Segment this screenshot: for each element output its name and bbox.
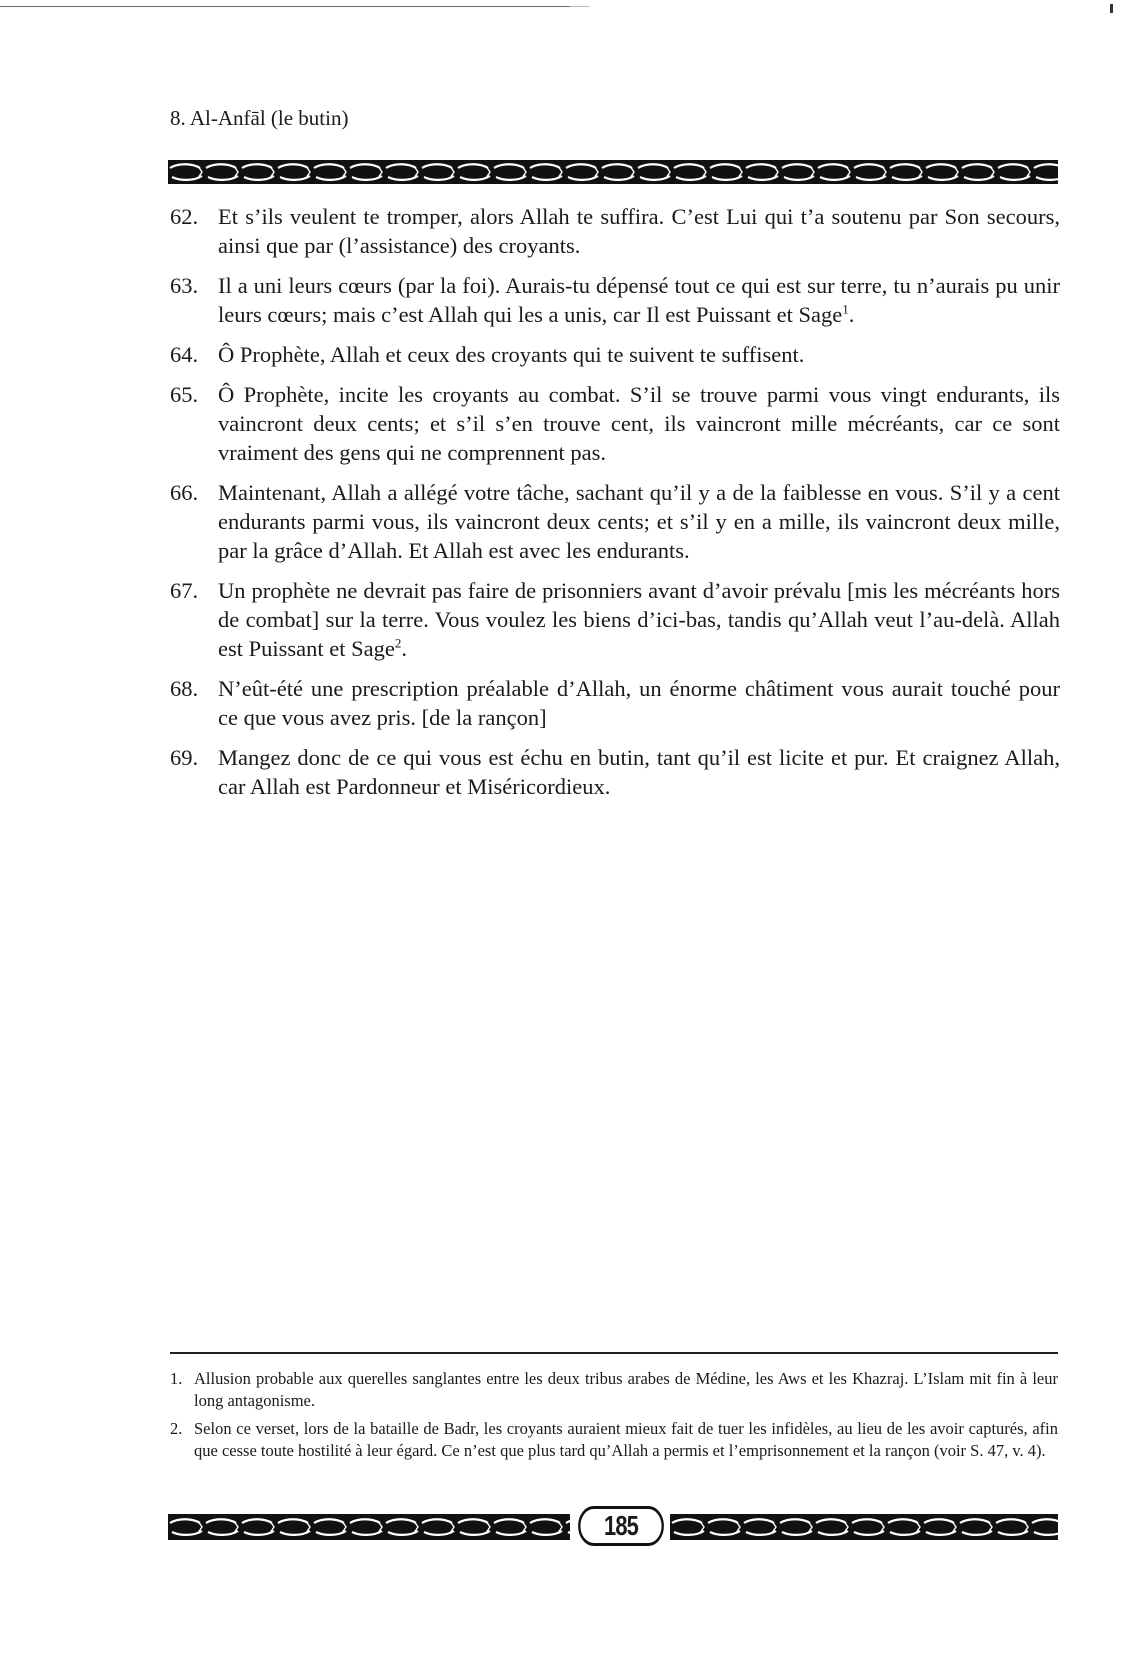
footnote-text: Allusion probable aux querelles sanglantes entre les deux tribus arabes de Médine, les Aws et les Khazraj. L’Islam mit fin à leur long antagonisme. xyxy=(194,1369,1058,1410)
verse-65 xyxy=(170,380,1060,467)
verse-text: Il a uni leurs cœurs (par la foi). Aurais-tu dépensé tout ce qui est sur terre, tu n’aurais pu unir leurs cœurs; mais c’est Allah qui les a unis, car Il est Puissant et Sage$^1$. xyxy=(218,273,1060,327)
footnote-divider xyxy=(170,1352,1058,1354)
verse-64 xyxy=(170,340,1060,369)
footnote-ref[interactable]: 1 xyxy=(842,301,849,317)
verse-text: Maintenant, Allah a allégé votre tâche, sachant qu’il y a de la faiblesse en vous. S’il y a cent endurants parmi vous, ils vaincront deux cents; et s’il y en a mille, ils vaincront deux mille, par la grâce d’Allah. Et Allah est avec les endurants. xyxy=(218,480,1060,563)
verse-text: N’eût-été une prescription préalable d’Allah, un énorme châtiment vous aurait touché pour ce que vous avez pris. [de la rançon] xyxy=(218,676,1060,730)
verse-text: Un prophète ne devrait pas faire de prisonniers avant d’avoir prévalu [mis les mécréants hors de combat] sur la terre. Vous voulez les biens d’ici-bas, tandis qu’Allah veut l’au-delà. Allah est Puissant et Sage$^2$. xyxy=(218,578,1060,661)
footnote-1 xyxy=(170,1368,1058,1412)
chapter-title: 8. Al-Anfāl (le butin) xyxy=(170,106,349,130)
footnote-list xyxy=(170,1368,1058,1468)
verse-69 xyxy=(170,743,1060,801)
footnote-2 xyxy=(170,1418,1058,1462)
verse-68 xyxy=(170,674,1060,732)
page-number: 185 xyxy=(578,1506,664,1546)
verse-list xyxy=(170,202,1060,812)
footnote-number: 1. xyxy=(170,1369,183,1388)
footnote-number: 2. xyxy=(170,1419,183,1438)
verse-number: 66. xyxy=(170,480,199,505)
ornamental-band-bottom-right xyxy=(670,1514,1058,1540)
verse-number: 65. xyxy=(170,382,199,407)
verse-number: 67. xyxy=(170,578,199,603)
verse-number: 63. xyxy=(170,273,199,298)
verse-number: 62. xyxy=(170,204,199,229)
verse-number: 64. xyxy=(170,342,199,367)
footnote-text: Selon ce verset, lors de la bataille de Badr, les croyants auraient mieux fait de tuer les infidèles, au lieu de les avoir capturés, afin que cesse toute hostilité à leur égard. Ce n’est que plus tard qu’Allah a permis et l’emprisonnement et la rançon (voir S. 47, v. 4). xyxy=(194,1419,1058,1460)
verse-66 xyxy=(170,478,1060,565)
verse-62 xyxy=(170,202,1060,260)
verse-text: Mangez donc de ce qui vous est échu en butin, tant qu’il est licite et pur. Et craignez Allah, car Allah est Pardonneur et Miséricordieux. xyxy=(218,745,1060,799)
footnote-ref[interactable]: 2 xyxy=(394,635,402,651)
verse-text: Ô Prophète, Allah et ceux des croyants qui te suivent te suffisent. xyxy=(218,342,805,367)
verse-63 xyxy=(170,271,1060,329)
verse-number: 68. xyxy=(170,676,199,701)
verse-number: 69. xyxy=(170,745,199,770)
ornamental-band-top xyxy=(168,160,1058,184)
top-edge-rule xyxy=(0,6,570,7)
ornamental-band-bottom-left xyxy=(168,1514,570,1540)
verse-text: Et s’ils veulent te tromper, alors Allah te suffira. C’est Lui qui t’a soutenu par Son secours, ainsi que par (l’assistance) des croyants. xyxy=(218,204,1060,258)
verse-67 xyxy=(170,576,1060,663)
verse-text: Ô Prophète, incite les croyants au combat. S’il se trouve parmi vous vingt endurants, ils vaincront deux cents; et s’il s’en trouve cent, ils vaincront mille mécréants, car ce sont vraiment des gens qui ne comprennent pas. xyxy=(218,382,1060,465)
corner-mark xyxy=(1110,4,1113,13)
top-edge-rule-faint xyxy=(570,6,590,7)
